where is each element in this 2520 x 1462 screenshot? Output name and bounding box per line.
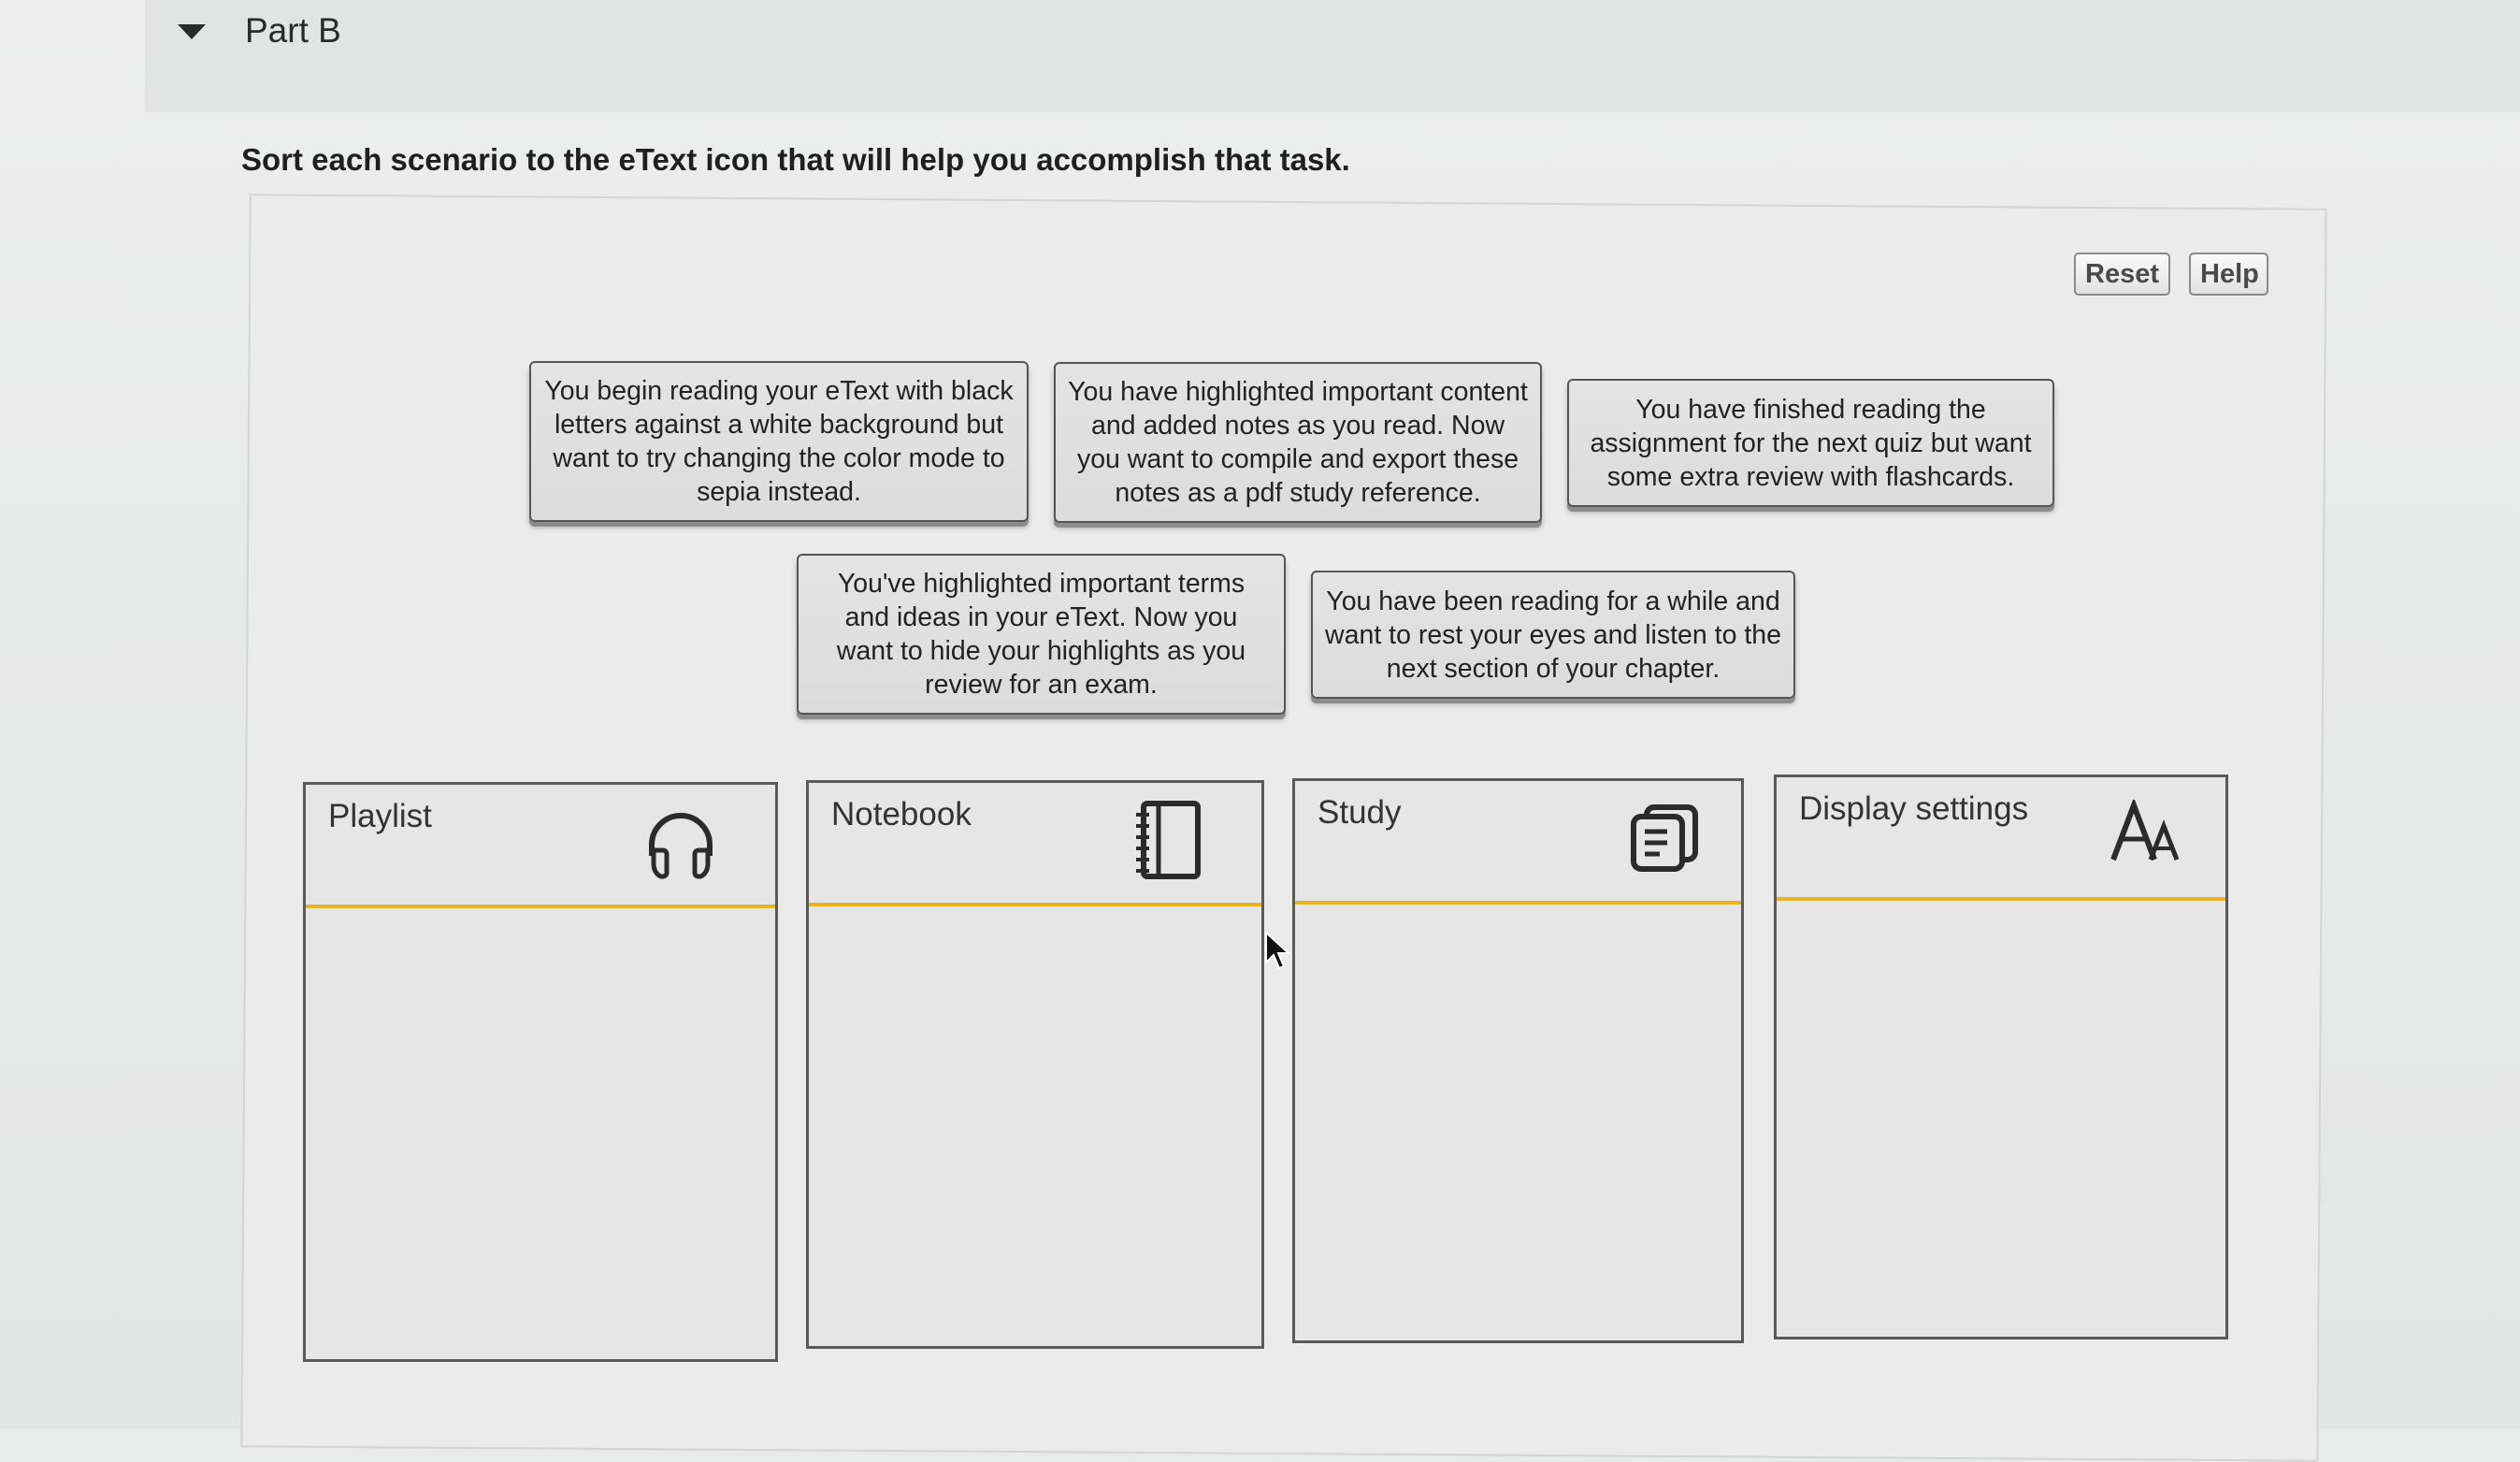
scenario-card-listen[interactable] <box>1311 571 1795 699</box>
scenario-card-flashcards[interactable] <box>1567 379 2054 507</box>
bin-header <box>1295 781 1741 905</box>
scenario-card-color-mode[interactable] <box>529 361 1029 522</box>
mouse-pointer-icon <box>1264 931 1290 977</box>
bin-display-settings[interactable] <box>1774 774 2228 1339</box>
scenario-card-text: You have highlighted important content and added notes as you read. Now you want to compile and export these notes as a pdf study reference. <box>1068 377 1528 508</box>
headphones-icon <box>642 805 719 887</box>
notebook-icon <box>1134 800 1205 885</box>
bin-label: Study <box>1318 794 1402 831</box>
flashcards-icon <box>1630 803 1701 879</box>
bin-header <box>306 785 775 908</box>
help-button[interactable]: Help <box>2189 253 2268 296</box>
bin-playlist[interactable] <box>303 782 778 1362</box>
reset-button[interactable]: Reset <box>2074 253 2170 296</box>
font-size-icon <box>2110 800 2184 870</box>
part-title[interactable]: Part B <box>245 11 341 50</box>
bin-label: Display settings <box>1799 790 2029 827</box>
scenario-card-text: You begin reading your eText with black letters against a white background but want to try changing the color mode to sepia instead. <box>544 376 1014 507</box>
bin-label: Notebook <box>831 796 972 832</box>
scenario-card-export-notes[interactable] <box>1054 362 1542 523</box>
bin-notebook[interactable] <box>806 780 1264 1349</box>
scenario-card-text: You have been reading for a while and want to rest your eyes and listen to the next section of your chapter. <box>1325 586 1781 684</box>
part-header <box>145 0 2520 112</box>
collapse-caret-icon[interactable] <box>178 24 206 39</box>
scenario-card-text: You have finished reading the assignment for the next quiz but want some extra review with flashcards. <box>1590 394 2032 492</box>
bin-header <box>809 783 1261 906</box>
bin-study[interactable] <box>1292 778 1744 1343</box>
bin-header <box>1777 777 2225 901</box>
instruction-text: Sort each scenario to the eText icon that will help you accomplish that task. <box>241 142 1350 177</box>
scenario-card-text: You've highlighted important terms and ideas in your eText. Now you want to hide your highlights as you review for an exam. <box>836 569 1246 700</box>
scenario-card-hide-highlights[interactable] <box>797 554 1286 715</box>
bin-label: Playlist <box>328 798 432 834</box>
